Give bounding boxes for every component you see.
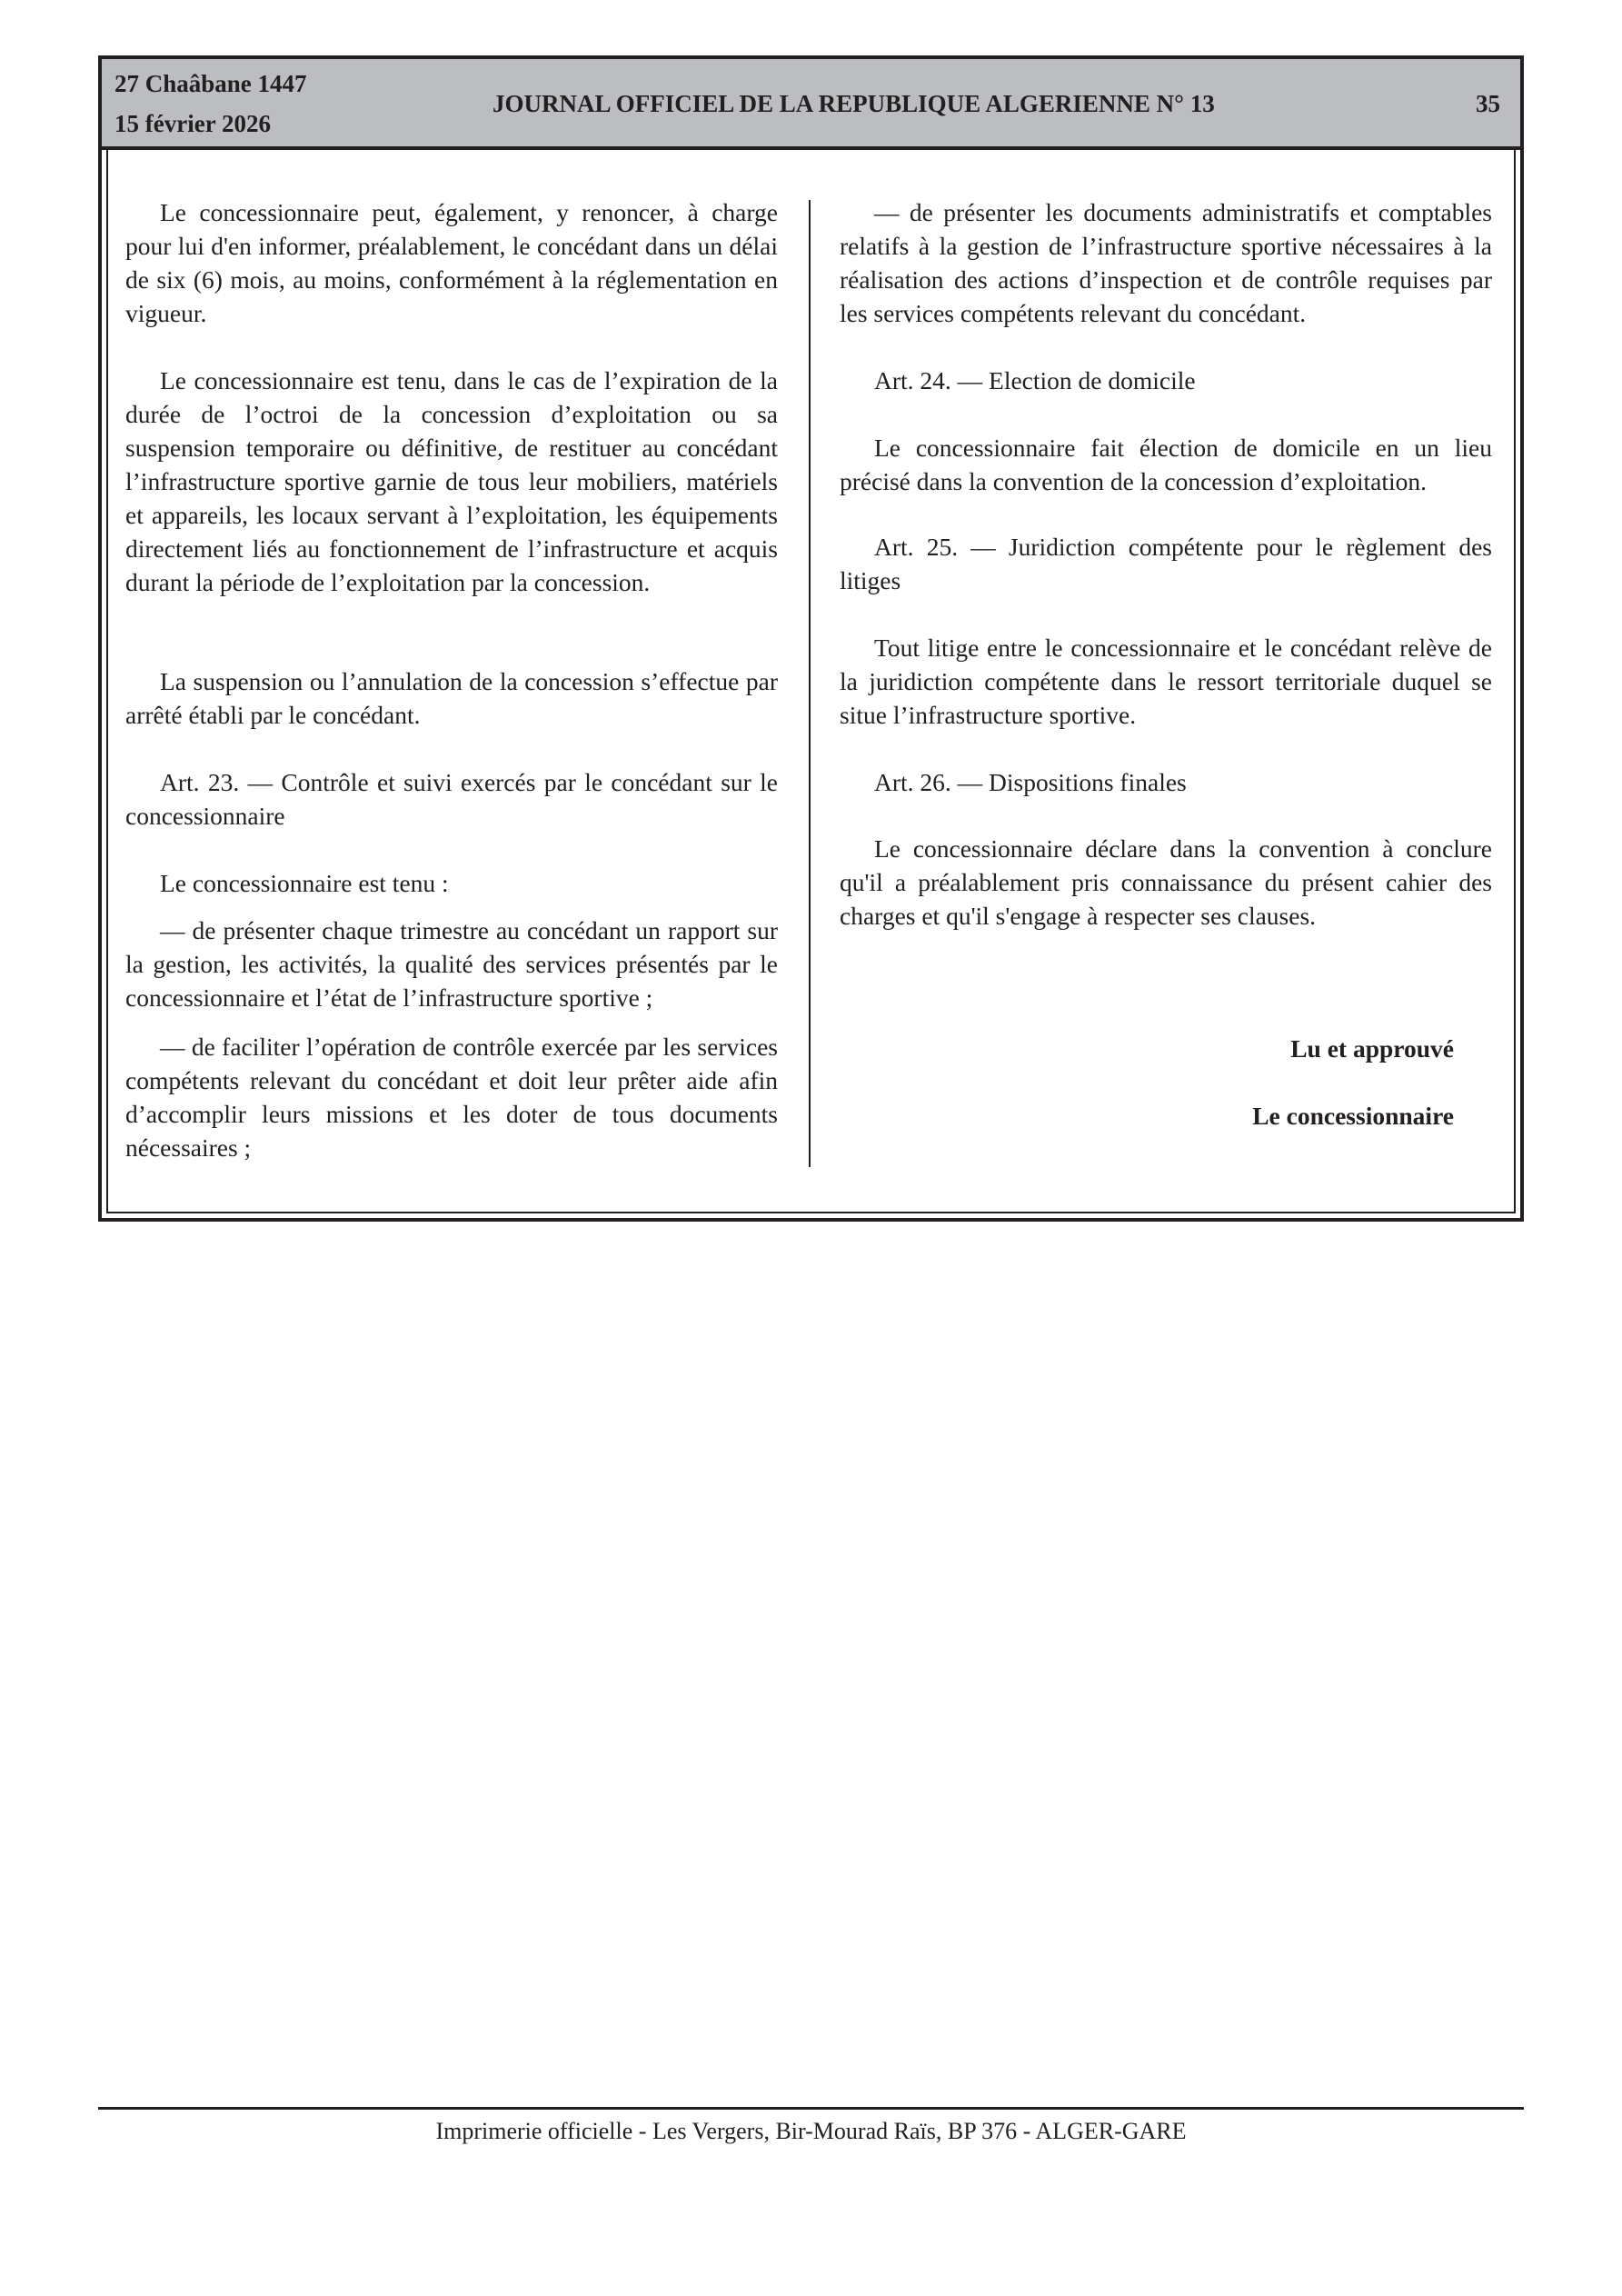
hijri-date: 27 Chaâbane 1447 [114,70,307,97]
list-item: — de présenter les documents administratifs et comptables relatifs à la gestion de l’infrastructure sportive nécessaires à la réalisation des actions d’inspection et de contrôle requises par les services compétents relevant du concédant. [840,198,1492,327]
footer-imprint: Imprimerie officielle - Les Vergers, Bir-Mourad Raïs, BP 376 - ALGER-GARE [435,2118,1187,2144]
paragraph: Le concessionnaire est tenu : [160,869,449,897]
paragraph: Le concessionnaire est tenu, dans le cas de l’expiration de la durée de l’octroi de la concession d’exploitation ou sa suspension temporaire ou définitive, de restituer au concédant l’infrastructure sportive garnie de tous leur mobiliers, matériels et appareils, les locaux servant à l’exploitation, les équipements directement liés au fonctionnement de l’infrastructure et acquis durant la période de l’exploitation par la concession. [125,366,778,596]
page-header [102,59,1520,150]
article-heading: Art. 24. — Election de domicile [874,366,1196,394]
list-item: — de faciliter l’opération de contrôle exercée par les services compétents relevant du concédant et doit leur prêter aide afin d’accomplir leurs missions et les doter de tous documents nécessaires ; [125,1033,778,1162]
paragraph: Tout litige entre le concessionnaire et le concédant relève de la juridiction compétente dans le ressort territoriale duquel se situe l’infrastructure sportive. [840,634,1492,729]
article-heading: Art. 25. — Juridiction compétente pour le règlement des litiges [840,533,1492,594]
page-number: 35 [1476,90,1500,117]
article-heading: Art. 23. — Contrôle et suivi exercés par le concédant sur le concessionnaire [125,768,778,830]
article-heading: Art. 26. — Dispositions finales [874,768,1187,796]
paragraph: La suspension ou l’annulation de la concession s’effectue par arrêté établi par le concédant. [125,667,778,729]
gregorian-date: 15 février 2026 [114,110,271,137]
paragraph: Le concessionnaire peut, également, y renoncer, à charge pour lui d'en informer, préalablement, le concédant dans un délai de six (6) mois, au moins, conformément à la réglementation en vigueur. [125,198,778,327]
signature-concessionnaire: Le concessionnaire [1252,1102,1454,1130]
paragraph: Le concessionnaire déclare dans la convention à conclure qu'il a préalablement pris connaissance du présent cahier des charges et qu'il s'engage à respecter ses clauses. [840,834,1492,930]
footer-rule [98,2107,1524,2110]
list-item: — de présenter chaque trimestre au concédant un rapport sur la gestion, les activités, la qualité des services présentés par le concessionnaire et l’état de l’infrastructure sportive ; [125,916,778,1012]
signature-approved: Lu et approuvé [1290,1034,1454,1063]
column-divider [809,200,811,1167]
paragraph: Le concessionnaire fait élection de domicile en un lieu précisé dans la convention de la concession d’exploitation. [840,434,1492,495]
journal-title: JOURNAL OFFICIEL DE LA REPUBLIQUE ALGERIENNE N° 13 [493,90,1215,117]
